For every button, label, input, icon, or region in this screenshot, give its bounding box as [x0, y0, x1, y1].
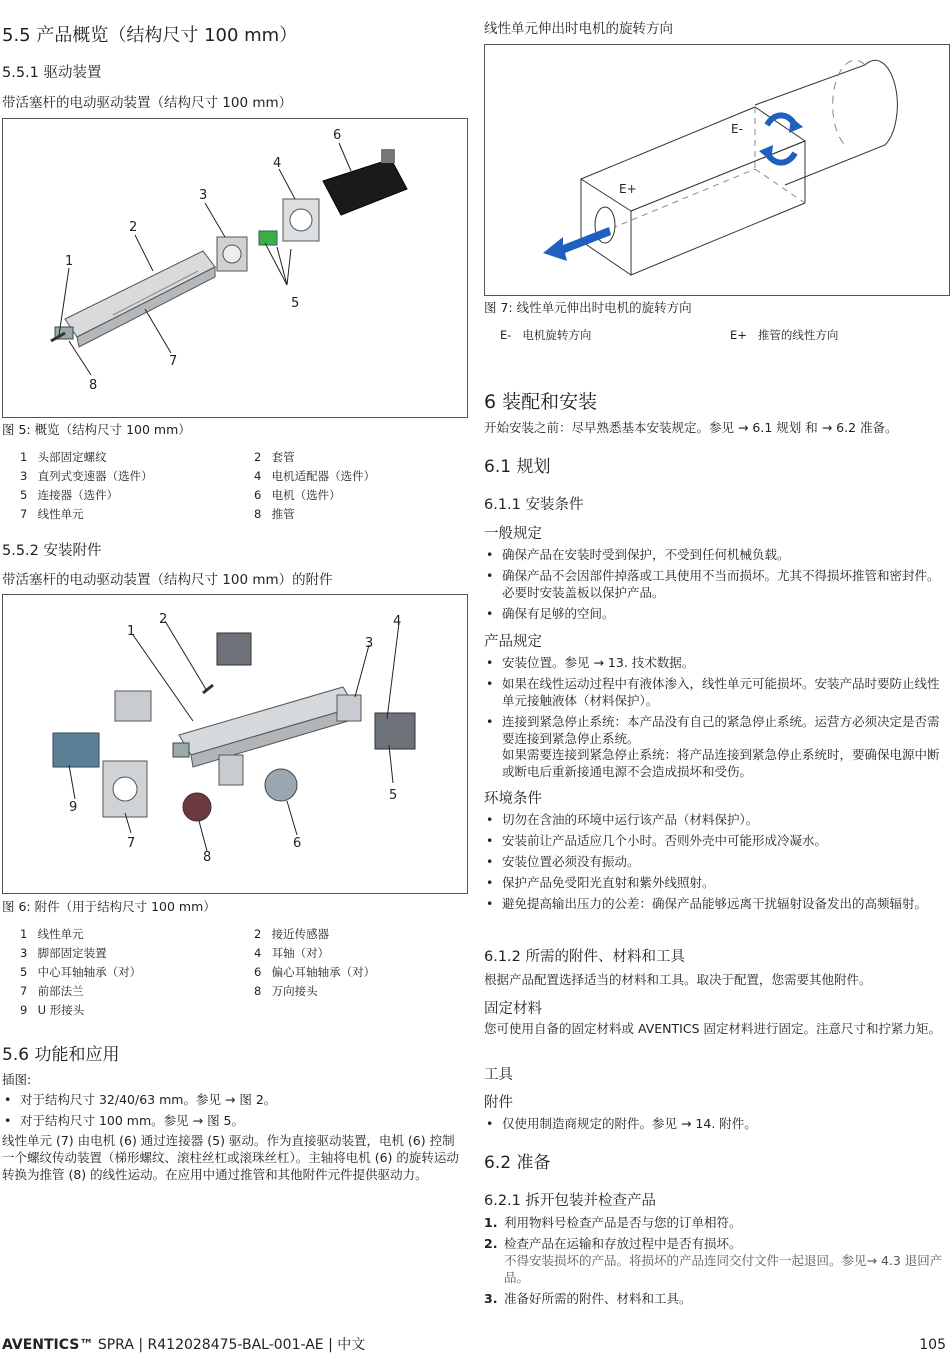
document-id: SPRA | R412028475-BAL-001-AE | 中文 [93, 1337, 366, 1353]
section-5-6-paragraph: 线性单元 (7) 由电机 (6) 通过连接器 (5) 驱动。作为直接驱动装置，电机 (6) 控制一个螺纹传动装置（梯形螺纹、滚柱丝杠或滚珠丝杠）。主轴将电机 (6) 的旋转运动转换为推管 (8) 的线性运动。在应用中通过推管和其他附件元件提供驱动力。 [2, 1133, 459, 1182]
trunnion-right [375, 713, 415, 749]
general-rules-title: 一般规定 [484, 526, 542, 542]
figure-6-legend: 1 线性单元 2 接近传感器 3 脚部固定装置 4 耳轴（对） 5 中心耳轴轴承（对） 6 偏心耳轴轴承（对） 7 前部法兰 8 万向接头 9 U 形接头 [20, 927, 376, 1017]
fig5-callout-5: 5 [291, 296, 300, 311]
section-6-intro: 开始安装之前：尽早熟悉基本安装规定。参见 → 6.1 规划 和 → 6.2 准备。 [484, 420, 898, 435]
rod-eye [183, 793, 211, 821]
fig5-callout-1: 1 [65, 254, 74, 269]
fig5-callout-4: 4 [273, 156, 282, 171]
environment-title: 环境条件 [484, 791, 542, 807]
fig6-callout-3: 3 [365, 636, 374, 651]
fig7-label-e-minus: E- [731, 122, 743, 136]
list-item: • 对于结构尺寸 100 mm。参见 → 图 5。 [2, 1113, 466, 1130]
section-6-2-1-title: 6.2.1 拆开包装并检查产品 [484, 1193, 657, 1209]
fig6-callout-4: 4 [393, 614, 402, 629]
fig6-callout-1: 1 [127, 624, 136, 639]
fig5-callout-2: 2 [129, 220, 138, 235]
section-6-2-title: 6.2 准备 [484, 1153, 551, 1173]
list-item: • 如果在线性运动过程中有液体渗入，线性单元可能损坏。安装产品时要防止线性单元接触液体（材料保护）。 [484, 676, 946, 710]
list-item: • 切勿在含油的环境中运行该产品（材料保护）。 [484, 812, 946, 829]
section-5-6-bullets [2, 1092, 466, 1134]
figure-7-caption: 图 7: 线性单元伸出时电机的旋转方向 [484, 300, 692, 315]
trunnion-left [217, 633, 251, 665]
section-6-1-title: 6.1 规划 [484, 457, 551, 477]
section-6-1-1-title: 6.1.1 安装条件 [484, 497, 584, 513]
linear-direction-arrow [543, 227, 611, 261]
page-number: 105 [919, 1337, 946, 1353]
figure-5-caption: 图 5: 概览（结构尺寸 100 mm） [2, 422, 191, 437]
figure-5-legend: 1 头部固定螺纹 2 套管 3 直列式变速器（选件） 4 电机适配器（选件） 5 连接器（选件） 6 电机（选件） 7 线性单元 8 推管 [20, 450, 376, 521]
list-item: • 对于结构尺寸 32/40/63 mm。参见 → 图 2。 [2, 1092, 466, 1109]
section-5-5-title: 5.5 产品概览（结构尺寸 100 mm） [2, 25, 298, 46]
fig5-callout-6: 6 [333, 128, 342, 143]
product-rules-list [484, 655, 946, 785]
step-item: 2. 检查产品在运输和存放过程中是否有损坏。 不得安装损坏的产品。将损坏的产品连同交付文件一起退回。参见→ 4.3 退回产品。 [484, 1235, 943, 1285]
figure-7-rotation [484, 44, 950, 296]
fig5-callout-7: 7 [169, 354, 178, 369]
figure-6-accessories [2, 594, 468, 894]
fig7-label-e-plus: E+ [619, 182, 637, 196]
figure-6-drawing [3, 595, 467, 893]
foot-mount-left [115, 691, 151, 721]
fig6-callout-9: 9 [69, 800, 78, 815]
fig5-callout-3: 3 [199, 188, 208, 203]
step-item: 1. 利用物料号检查产品是否与您的订单相符。 [484, 1215, 742, 1230]
section-5-6-title: 5.6 功能和应用 [2, 1045, 120, 1065]
unpack-steps [484, 1215, 946, 1311]
fig5-callout-8: 8 [89, 378, 98, 393]
section-6-title: 6 装配和安装 [484, 391, 598, 413]
list-item: • 确保产品在安装时受到保护，不受到任何机械负载。 [484, 547, 946, 564]
list-item: • 避免提高输出压力的公差：确保产品能够远离干扰辐射设备发出的高频辐射。 [484, 896, 946, 913]
eccentric-trunnion-bearing [265, 769, 297, 801]
section-5-6-label: 插图: [2, 1072, 32, 1087]
section-5-5-2-title: 5.5.2 安装附件 [2, 543, 102, 559]
fig6-callout-8: 8 [203, 850, 212, 865]
accessories-title: 附件 [484, 1095, 513, 1111]
figure-5-overview [2, 118, 468, 418]
section-5-5-2-intro: 带活塞杆的电动驱动装置（结构尺寸 100 mm）的附件 [2, 572, 333, 588]
list-item: • 安装位置必须没有振动。 [484, 854, 946, 871]
fixing-material-text: 您可使用自备的固定材料或 AVENTICS 固定材料进行固定。注意尺寸和拧紧力矩。 [484, 1021, 941, 1036]
figure-6-caption: 图 6: 附件（用于结构尺寸 100 mm） [2, 899, 216, 914]
page-footer [2, 1336, 946, 1355]
linear-unit-body [65, 251, 215, 337]
list-item: • 连接到紧急停止系统：本产品没有自己的紧急停止系统。运营方必须决定是否需要连接到紧急停止系统。 [484, 714, 946, 748]
tools-title: 工具 [484, 1067, 513, 1083]
fig6-callout-2: 2 [159, 612, 168, 627]
section-5-5-1-title: 5.5.1 驱动装置 [2, 65, 102, 81]
list-item: • 确保产品不会因部件掉落或工具使用不当而损坏。尤其不得损坏推管和密封件。必要时安装盖板以保护产品。 [484, 568, 946, 602]
motor [323, 159, 407, 215]
list-item: • 仅使用制造商规定的附件。参见 → 14. 附件。 [484, 1116, 946, 1133]
brand-name: AVENTICS™ [2, 1337, 94, 1353]
section-6-1-2-intro: 根据产品配置选择适当的材料和工具。取决于配置，您需要其他附件。 [484, 972, 872, 987]
list-item: • 安装位置。参见 → 13. 技术数据。 [484, 655, 946, 672]
list-item: • 安装前让产品适应几个小时。否则外壳中可能形成冷凝水。 [484, 833, 946, 850]
figure-7-drawing [485, 45, 949, 295]
list-item-continuation: 如果需要连接到紧急停止系统：将产品连接到紧急停止系统时，要确保电源中断或断电后重新接通电源不会造成损坏和受伤。 [502, 747, 940, 780]
fig6-callout-5: 5 [389, 788, 398, 803]
accessories-list [484, 1116, 946, 1137]
list-item: • 确保有足够的空间。 [484, 606, 946, 623]
general-rules-list [484, 547, 946, 627]
list-item: • 保护产品免受阳光直射和紫外线照射。 [484, 875, 946, 892]
foot-mount-right [337, 695, 361, 721]
product-rules-title: 产品规定 [484, 634, 542, 650]
section-5-5-1-intro: 带活塞杆的电动驱动装置（结构尺寸 100 mm） [2, 95, 293, 111]
figure-7-heading: 线性单元伸出时电机的旋转方向 [484, 21, 673, 37]
environment-list [484, 812, 946, 916]
section-6-1-2-title: 6.1.2 所需的附件、材料和工具 [484, 949, 686, 965]
fig6-callout-6: 6 [293, 836, 302, 851]
fig6-callout-7: 7 [127, 836, 136, 851]
fixing-material-title: 固定材料 [484, 1001, 542, 1017]
step-item: 3. 准备好所需的附件、材料和工具。 [484, 1290, 692, 1306]
connector [259, 231, 277, 245]
clevis [53, 733, 99, 767]
figure-7-legend: E- 电机旋转方向 E+ 推管的线性方向 [500, 328, 839, 342]
